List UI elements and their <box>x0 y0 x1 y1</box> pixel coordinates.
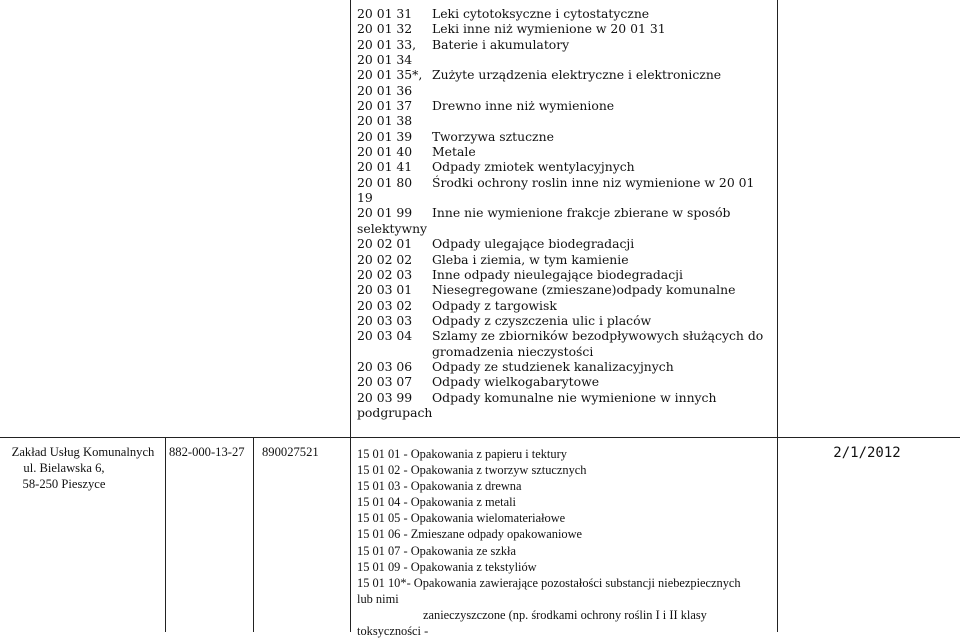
code-row: 20 01 32 Leki inne niż wymienione w 20 01 31 <box>357 21 666 37</box>
code-row: 20 01 38 <box>357 113 413 129</box>
regon-number: 890027521 <box>262 445 319 459</box>
code-row: 20 02 01 Odpady ulegające biodegradacji <box>357 236 635 252</box>
list-item: 15 01 07 - Opakowania ze szkła <box>357 543 516 558</box>
code-row: 20 01 35*, Zużyte urządzenia elektryczne i elektroniczne <box>357 67 722 83</box>
code-row: 20 01 33, Baterie i akumulatory <box>357 36 570 52</box>
code-row: 20 01 80 Środki ochrony roslin inne niz wymienione w 20 01 <box>357 174 755 190</box>
code-row: 20 03 01 Niesegregowane (zmieszane)odpady komunalne <box>357 282 736 298</box>
col-divider-b <box>253 438 254 632</box>
company-name: Zakład Usług Komunalnych <box>11 445 155 459</box>
code-row: 20 01 40 Metale <box>357 144 476 160</box>
row-divider <box>0 437 960 438</box>
code-row: 20 03 03 Odpady z czyszczenia ulic i placów <box>357 312 652 328</box>
code-row: 20 02 03 Inne odpady nieulegające biodegradacji <box>357 266 683 282</box>
list-item: 15 01 06 - Zmieszane odpady opakowaniowe <box>357 527 583 542</box>
code-row: 20 01 41 Odpady zmiotek wentylacyjnych <box>357 159 635 175</box>
code-row: 20 03 99 Odpady komunalne nie wymienione w innych <box>357 389 717 405</box>
packaging-codes <box>357 446 777 639</box>
code-row: 20 01 39 Tworzywa sztuczne <box>357 128 554 144</box>
list-item: 15 01 01 - Opakowania z papieru i tektury <box>357 447 567 461</box>
code-row-wrap: podgrupach <box>357 404 433 420</box>
list-item: 15 01 05 - Opakowania wielomateriałowe <box>357 511 566 526</box>
company-city: 58-250 Pieszyce <box>22 477 106 491</box>
list-item: 15 01 10*- Opakowania zawierające pozostałości substancji niebezpiecznych <box>357 575 741 590</box>
list-item-continuation: toksyczności - <box>357 624 429 639</box>
list-item: 15 01 04 - Opakowania z metali <box>357 495 516 510</box>
code-row: 20 03 02 Odpady z targowisk <box>357 297 557 313</box>
col-divider-left <box>350 0 351 632</box>
issue-date: 2/1/2012 <box>833 445 901 461</box>
code-row: 20 01 37 Drewno inne niż wymienione <box>357 98 615 114</box>
list-item: 15 01 09 - Opakowania z tekstyliów <box>357 559 537 574</box>
list-item-continuation: zanieczyszczone (np. środkami ochrony roślin I i II klasy <box>423 607 707 622</box>
list-item: 15 01 02 - Opakowania z tworzyw sztucznych <box>357 463 587 478</box>
nip-number: 882-000-13-27 <box>169 445 245 459</box>
code-row: 20 03 04 Szlamy ze zbiorników bezodpływowych służących do <box>357 328 764 344</box>
col-divider-right <box>777 0 778 632</box>
waste-codes-upper <box>357 6 777 420</box>
col-divider-a <box>165 438 166 632</box>
code-row: 20 03 07 Odpady wielkogabarytowe <box>357 374 600 390</box>
code-row: 20 01 99 Inne nie wymienione frakcje zbierane w sposób <box>357 205 731 221</box>
code-row-wrap: selektywny <box>357 220 428 236</box>
code-row: 20 01 31 Leki cytotoksyczne i cytostatyczne <box>357 6 650 21</box>
code-row: 20 03 06 Odpady ze studzienek kanalizacyjnych <box>357 358 674 374</box>
code-row: 20 01 36 <box>357 82 413 98</box>
list-item: lub nimi <box>357 591 399 606</box>
list-item: 15 01 03 - Opakowania z drewna <box>357 479 522 494</box>
code-row: 20 02 02 Gleba i ziemia, w tym kamienie <box>357 251 629 267</box>
code-row-wrap: gromadzenia nieczystości <box>432 343 594 359</box>
code-row-wrap: 19 <box>357 190 373 206</box>
company-street: ul. Bielawska 6, <box>23 461 105 475</box>
code-row: 20 01 34 <box>357 52 413 68</box>
